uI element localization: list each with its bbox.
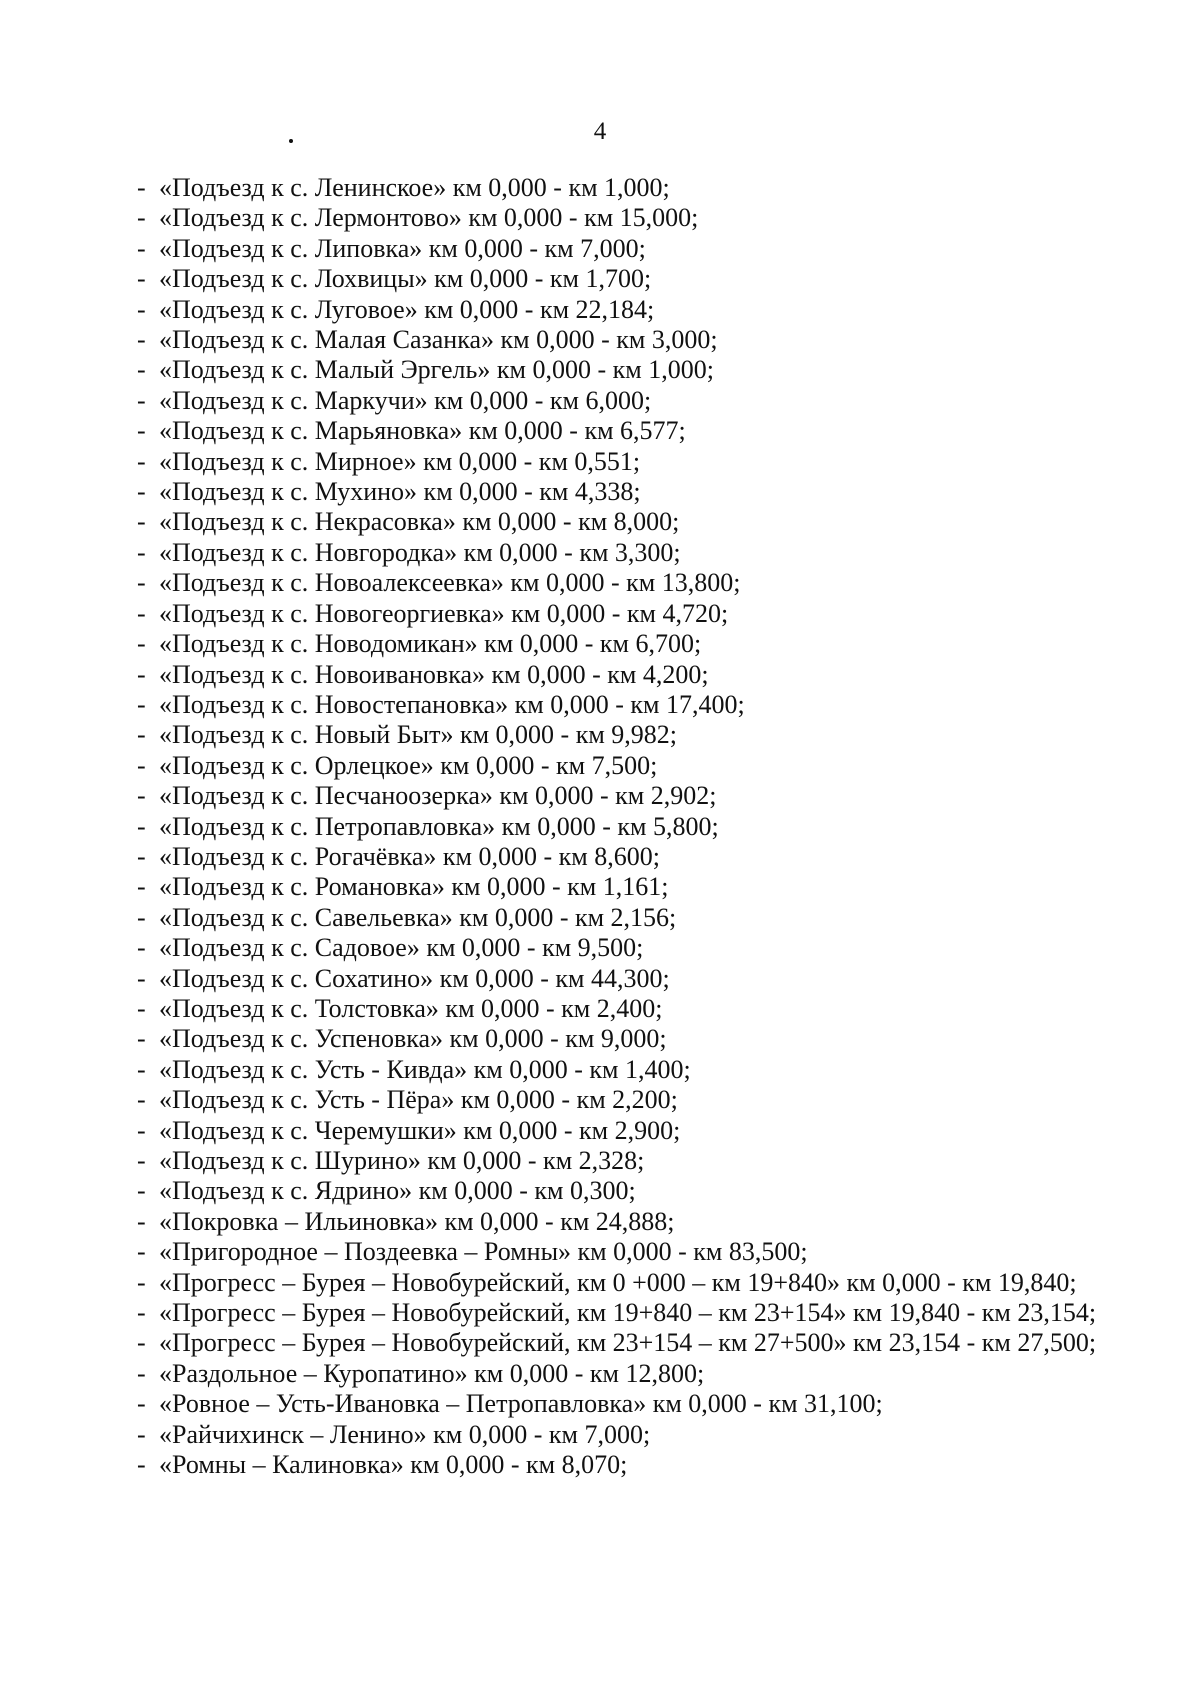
list-item: - «Подъезд к с. Усть - Кивда» км 0,000 - км 1,400; xyxy=(137,1055,1137,1085)
list-item: - «Подъезд к с. Усть - Пёра» км 0,000 - км 2,200; xyxy=(137,1085,1137,1115)
list-item: - «Подъезд к с. Шурино» км 0,000 - км 2,328; xyxy=(137,1146,1137,1176)
list-item: - «Прогресс – Бурея – Новобурейский, км 0 +000 – км 19+840» км 0,000 - км 19,840; xyxy=(137,1268,1137,1298)
list-item: - «Подъезд к с. Малый Эргель» км 0,000 - км 1,000; xyxy=(137,355,1137,385)
list-item: - «Подъезд к с. Рогачёвка» км 0,000 - км 8,600; xyxy=(137,842,1137,872)
list-item: - «Покровка – Ильиновка» км 0,000 - км 24,888; xyxy=(137,1207,1137,1237)
list-item: - «Подъезд к с. Петропавловка» км 0,000 - км 5,800; xyxy=(137,812,1137,842)
list-item: - «Раздольное – Куропатино» км 0,000 - км 12,800; xyxy=(137,1359,1137,1389)
list-item: - «Ровное – Усть-Ивановка – Петропавловка» км 0,000 - км 31,100; xyxy=(137,1389,1137,1419)
list-item: - «Подъезд к с. Новгородка» км 0,000 - км 3,300; xyxy=(137,538,1137,568)
list-item: - «Подъезд к с. Успеновка» км 0,000 - км 9,000; xyxy=(137,1024,1137,1054)
list-item: - «Подъезд к с. Садовое» км 0,000 - км 9,500; xyxy=(137,933,1137,963)
list-item: - «Подъезд к с. Толстовка» км 0,000 - км 2,400; xyxy=(137,994,1137,1024)
list-item: - «Подъезд к с. Новодомикан» км 0,000 - км 6,700; xyxy=(137,629,1137,659)
list-item: - «Подъезд к с. Мирное» км 0,000 - км 0,551; xyxy=(137,447,1137,477)
list-item: - «Подъезд к с. Новостепановка» км 0,000 - км 17,400; xyxy=(137,690,1137,720)
list-item: - «Подъезд к с. Некрасовка» км 0,000 - км 8,000; xyxy=(137,507,1137,537)
list-item: - «Прогресс – Бурея – Новобурейский, км 19+840 – км 23+154» км 19,840 - км 23,154; xyxy=(137,1298,1137,1328)
list-item: - «Подъезд к с. Ядрино» км 0,000 - км 0,300; xyxy=(137,1176,1137,1206)
list-item: - «Подъезд к с. Мухино» км 0,000 - км 4,338; xyxy=(137,477,1137,507)
page-number: 4 xyxy=(593,118,607,145)
list-item: - «Подъезд к с. Новоивановка» км 0,000 - км 4,200; xyxy=(137,660,1137,690)
list-item: - «Подъезд к с. Песчаноозерка» км 0,000 - км 2,902; xyxy=(137,781,1137,811)
list-item: - «Подъезд к с. Сохатино» км 0,000 - км 44,300; xyxy=(137,964,1137,994)
list-item: - «Подъезд к с. Луговое» км 0,000 - км 22,184; xyxy=(137,295,1137,325)
list-item: - «Ромны – Калиновка» км 0,000 - км 8,070; xyxy=(137,1450,1137,1480)
list-item: - «Подъезд к с. Новый Быт» км 0,000 - км 9,982; xyxy=(137,720,1137,750)
road-list xyxy=(137,173,1137,1480)
list-item: - «Подъезд к с. Липовка» км 0,000 - км 7,000; xyxy=(137,234,1137,264)
list-item: - «Подъезд к с. Савельевка» км 0,000 - км 2,156; xyxy=(137,903,1137,933)
list-item: - «Прогресс – Бурея – Новобурейский, км 23+154 – км 27+500» км 23,154 - км 27,500; xyxy=(137,1328,1137,1358)
list-item: - «Подъезд к с. Романовка» км 0,000 - км 1,161; xyxy=(137,872,1137,902)
list-item: - «Подъезд к с. Малая Сазанка» км 0,000 - км 3,000; xyxy=(137,325,1137,355)
list-item: - «Пригородное – Поздеевка – Ромны» км 0,000 - км 83,500; xyxy=(137,1237,1137,1267)
list-item: - «Подъезд к с. Лермонтово» км 0,000 - км 15,000; xyxy=(137,203,1137,233)
scan-speck xyxy=(289,139,293,143)
list-item: - «Райчихинск – Ленино» км 0,000 - км 7,000; xyxy=(137,1420,1137,1450)
list-item: - «Подъезд к с. Маркучи» км 0,000 - км 6,000; xyxy=(137,386,1137,416)
list-item: - «Подъезд к с. Новоалексеевка» км 0,000 - км 13,800; xyxy=(137,568,1137,598)
list-item: - «Подъезд к с. Новогеоргиевка» км 0,000 - км 4,720; xyxy=(137,599,1137,629)
list-item: - «Подъезд к с. Лохвицы» км 0,000 - км 1,700; xyxy=(137,264,1137,294)
list-item: - «Подъезд к с. Ленинское» км 0,000 - км 1,000; xyxy=(137,173,1137,203)
list-item: - «Подъезд к с. Марьяновка» км 0,000 - км 6,577; xyxy=(137,416,1137,446)
list-item: - «Подъезд к с. Орлецкое» км 0,000 - км 7,500; xyxy=(137,751,1137,781)
list-item: - «Подъезд к с. Черемушки» км 0,000 - км 2,900; xyxy=(137,1116,1137,1146)
